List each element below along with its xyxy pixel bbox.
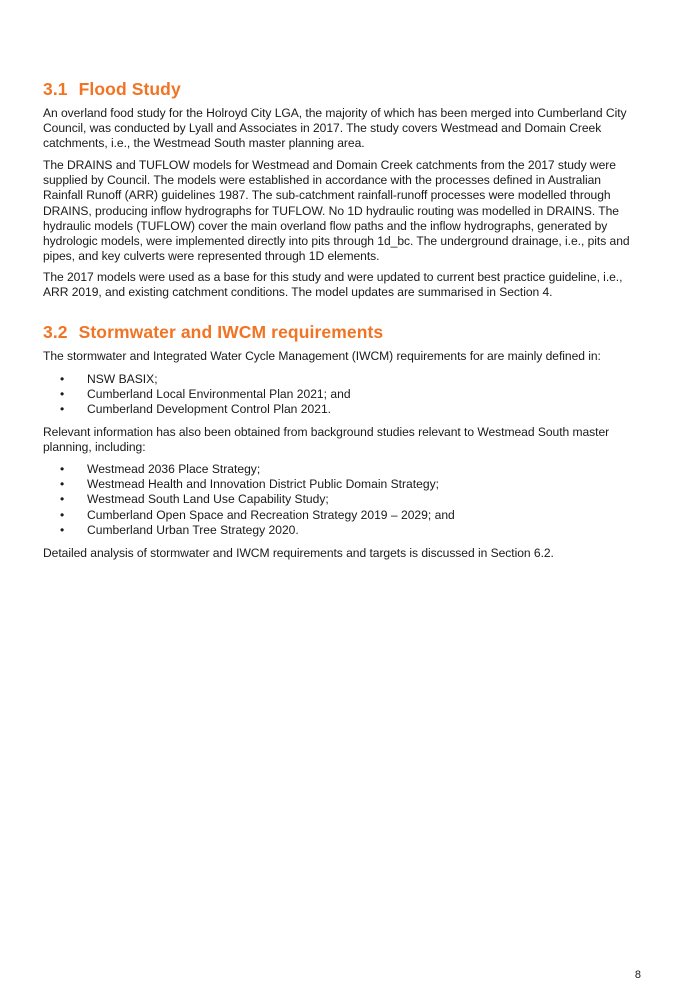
list-item <box>43 492 643 507</box>
closing-paragraph: Detailed analysis of stormwater and IWCM requirements and targets is discussed in Section 6.2. <box>43 546 554 560</box>
list-item <box>43 402 643 417</box>
list-item <box>43 477 643 492</box>
page-number: 8 <box>634 969 641 981</box>
section-heading-flood-study <box>43 78 181 100</box>
bullet-icon: • <box>60 522 65 537</box>
bullet-icon: • <box>60 507 65 522</box>
section-number: 3.2 <box>43 322 68 342</box>
list-item-text: Westmead 2036 Place Strategy; <box>87 462 261 476</box>
stormwater-intro-paragraph: The stormwater and Integrated Water Cycle Management (IWCM) requirements for are mainly defined in: <box>43 349 601 363</box>
bullet-icon: • <box>60 402 65 417</box>
section-number: 3.1 <box>43 79 68 99</box>
section-heading-stormwater <box>43 321 383 343</box>
list-item-text: Westmead South Land Use Capability Study; <box>87 492 329 507</box>
background-intro-paragraph: Relevant information has also been obtained from background studies relevant to Westmead South master planning, including: <box>43 425 610 455</box>
background-studies-list <box>43 462 643 538</box>
flood-study-paragraph-1: An overland food study for the Holroyd City LGA, the majority of which has been merged into Cumberland City Council, was conducted by Lyall and Associates in 2017. The study covers Westmead and Domain Creek catchments, i.e., the Westmead South master planning area. <box>43 106 627 151</box>
list-item <box>43 372 643 387</box>
flood-study-paragraph-3: The 2017 models were used as a base for this study and were updated to current best practice guideline, i.e., ARR 2019, and existing catchment conditions. The model updates are summarised in Section 4. <box>43 270 623 300</box>
list-item <box>43 462 643 477</box>
list-item <box>43 508 643 523</box>
requirements-list <box>43 372 643 418</box>
list-item-text: Cumberland Development Control Plan 2021. <box>87 402 332 417</box>
list-item-text: Westmead Health and Innovation District Public Domain Strategy; <box>87 477 440 492</box>
bullet-icon: • <box>60 462 65 476</box>
bullet-icon: • <box>60 372 65 386</box>
list-item-text: Cumberland Open Space and Recreation Strategy 2019 – 2029; and <box>87 507 455 522</box>
flood-study-paragraph-2: The DRAINS and TUFLOW models for Westmead and Domain Creek catchments from the 2017 study were supplied by Council. The models were established in accordance with the processes defined in Australian Rainfall Runoff (ARR) guidelines 1987. The sub-catchment rainfall-runoff processes were modelled through DRAINS, producing inflow hydrographs for TUFLOW. No 1D hydraulic routing was modelled in DRAINS. The hydraulic models (TUFLOW) cover the main overland flow paths and the inflow hydrographs, generated by hydrologic models, were implemented directly into pits through 1d_bc. The underground drainage, i.e., pits and pipes, and key culverts were represented through 1D elements. <box>43 158 630 264</box>
bullet-icon: • <box>60 387 65 402</box>
section-title: Stormwater and IWCM requirements <box>78 322 384 342</box>
list-item <box>43 387 643 402</box>
bullet-icon: • <box>60 477 65 492</box>
list-item <box>43 523 643 538</box>
list-item-text: Cumberland Urban Tree Strategy 2020. <box>87 522 299 537</box>
section-title: Flood Study <box>78 79 181 99</box>
list-item-text: Cumberland Local Environmental Plan 2021; and <box>87 387 351 402</box>
list-item-text: NSW BASIX; <box>87 372 158 386</box>
bullet-icon: • <box>60 492 65 507</box>
